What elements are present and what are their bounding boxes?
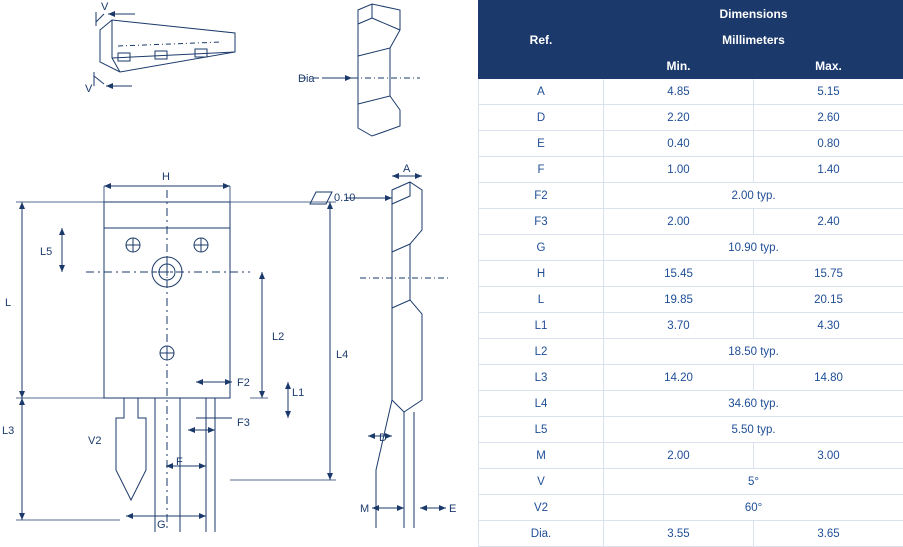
cell-max: 14.80 bbox=[754, 365, 903, 391]
cell-min: 14.20 bbox=[604, 365, 754, 391]
table-row bbox=[479, 339, 903, 365]
table-row bbox=[479, 469, 903, 495]
cell-ref: M bbox=[479, 443, 604, 469]
cell-ref: E bbox=[479, 131, 604, 157]
table-row bbox=[479, 183, 903, 209]
cell-max: 3.65 bbox=[754, 521, 903, 547]
label-d: D bbox=[379, 432, 387, 444]
cell-max: 5.15 bbox=[754, 79, 903, 105]
cell-ref: V2 bbox=[479, 495, 604, 521]
label-f2: F2 bbox=[237, 377, 250, 389]
cell-typical: 60° bbox=[604, 495, 903, 521]
cell-ref: V bbox=[479, 469, 604, 495]
table-row bbox=[479, 417, 903, 443]
label-v-top1: V bbox=[101, 1, 109, 13]
cell-min: 3.55 bbox=[604, 521, 754, 547]
label-v-top2: V bbox=[85, 83, 93, 95]
label-e: E bbox=[449, 503, 456, 515]
header-ref: Ref. bbox=[479, 1, 604, 79]
cell-min: 15.45 bbox=[604, 261, 754, 287]
cell-typical: 5° bbox=[604, 469, 903, 495]
table-row bbox=[479, 495, 903, 521]
table-row bbox=[479, 105, 903, 131]
front-view bbox=[86, 190, 250, 532]
cell-ref: Dia. bbox=[479, 521, 604, 547]
isometric-top-view bbox=[94, 12, 235, 86]
cell-typical: 34.60 typ. bbox=[604, 391, 903, 417]
cell-max: 4.30 bbox=[754, 313, 903, 339]
cell-ref: A bbox=[479, 79, 604, 105]
cell-ref: H bbox=[479, 261, 604, 287]
cell-ref: F3 bbox=[479, 209, 604, 235]
cell-min: 19.85 bbox=[604, 287, 754, 313]
cell-min: 0.40 bbox=[604, 131, 754, 157]
label-dia: Dia bbox=[298, 73, 315, 85]
table-row bbox=[479, 391, 903, 417]
table-header bbox=[479, 1, 903, 79]
table-row bbox=[479, 157, 903, 183]
cell-ref: L3 bbox=[479, 365, 604, 391]
label-v2: V2 bbox=[88, 435, 101, 447]
v-angle-arrows-top bbox=[106, 14, 135, 86]
label-l5: L5 bbox=[40, 246, 52, 258]
table-row bbox=[479, 521, 903, 547]
label-l3: L3 bbox=[2, 425, 14, 437]
label-g: G bbox=[157, 519, 166, 531]
header-min: Min. bbox=[604, 53, 754, 79]
table-row bbox=[479, 209, 903, 235]
table-row bbox=[479, 287, 903, 313]
label-h: H bbox=[162, 171, 170, 183]
table-row bbox=[479, 79, 903, 105]
cell-min: 2.00 bbox=[604, 443, 754, 469]
cell-ref: L4 bbox=[479, 391, 604, 417]
table-row bbox=[479, 261, 903, 287]
table-row bbox=[479, 443, 903, 469]
cell-ref: L bbox=[479, 287, 604, 313]
label-f: F bbox=[176, 456, 183, 468]
table-row bbox=[479, 365, 903, 391]
label-a: A bbox=[403, 163, 411, 175]
cell-min: 2.20 bbox=[604, 105, 754, 131]
cell-typical: 5.50 typ. bbox=[604, 417, 903, 443]
cell-min: 3.70 bbox=[604, 313, 754, 339]
table-body bbox=[479, 79, 903, 547]
cell-min: 2.00 bbox=[604, 209, 754, 235]
label-l2: L2 bbox=[272, 331, 284, 343]
cell-ref: L5 bbox=[479, 417, 604, 443]
header-max: Max. bbox=[754, 53, 903, 79]
cell-max: 20.15 bbox=[754, 287, 903, 313]
cell-ref: L1 bbox=[479, 313, 604, 339]
label-m: M bbox=[360, 503, 369, 515]
cell-ref: G bbox=[479, 235, 604, 261]
header-millimeters: Millimeters bbox=[604, 27, 903, 53]
dimensions-table bbox=[478, 0, 903, 547]
cell-typical: 2.00 typ. bbox=[604, 183, 903, 209]
dimensions-table-panel bbox=[478, 0, 903, 532]
table-row bbox=[479, 313, 903, 339]
table-row bbox=[479, 131, 903, 157]
cell-max: 15.75 bbox=[754, 261, 903, 287]
dimension-lines bbox=[16, 78, 446, 520]
cell-typical: 10.90 typ. bbox=[604, 235, 903, 261]
side-profile-top-view bbox=[300, 4, 420, 136]
cell-max: 2.60 bbox=[754, 105, 903, 131]
cell-ref: F bbox=[479, 157, 604, 183]
cell-max: 2.40 bbox=[754, 209, 903, 235]
side-elevation-view bbox=[360, 182, 450, 528]
table-row bbox=[479, 235, 903, 261]
cell-ref: L2 bbox=[479, 339, 604, 365]
cell-max: 3.00 bbox=[754, 443, 903, 469]
label-l1: L1 bbox=[292, 387, 304, 399]
cell-max: 1.40 bbox=[754, 157, 903, 183]
cell-min: 1.00 bbox=[604, 157, 754, 183]
cell-typical: 18.50 typ. bbox=[604, 339, 903, 365]
cell-max: 0.80 bbox=[754, 131, 903, 157]
header-dimensions: Dimensions bbox=[604, 1, 903, 27]
cell-ref: F2 bbox=[479, 183, 604, 209]
label-f3: F3 bbox=[237, 417, 250, 429]
label-flatness: 0.10 bbox=[334, 192, 355, 204]
cell-min: 4.85 bbox=[604, 79, 754, 105]
label-l4: L4 bbox=[336, 349, 348, 361]
label-l: L bbox=[5, 297, 11, 309]
drawing-labels bbox=[2, 1, 456, 531]
cell-ref: D bbox=[479, 105, 604, 131]
